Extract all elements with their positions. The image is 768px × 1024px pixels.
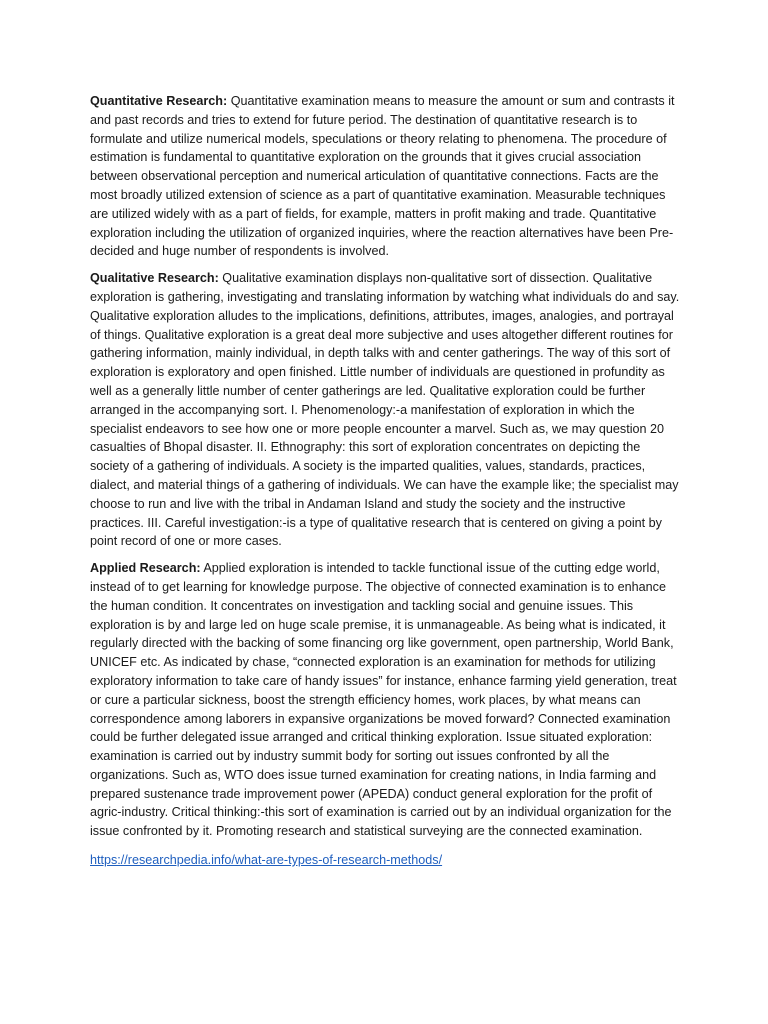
qualitative-research-paragraph bbox=[90, 269, 682, 551]
quantitative-research-body: Quantitative examination means to measure the amount or sum and contrasts it and past records and tries to extend for future period. The destination of quantitative research is to formulate and utilize numerical models, speculations or theory relating to phenomena. The procedure of estimation is fundamental to quantitative exploration on the grounds that it gives crucial association between observational perception and numerical articulation of quantitative connections. Facts are the most broadly utilized extension of science as a part of quantitative examination. Measurable techniques are utilized widely with as a part of fields, for example, matters in profit making and trade. Quantitative exploration including the utilization of organized inquiries, where the reaction alternatives have been Pre-decided and huge number of respondents is involved. bbox=[90, 94, 675, 259]
qualitative-research-heading: Qualitative Research: bbox=[90, 271, 219, 286]
applied-research-paragraph bbox=[90, 559, 682, 841]
applied-research-heading: Applied Research: bbox=[90, 561, 201, 576]
document-page bbox=[90, 92, 682, 870]
quantitative-research-heading: Quantitative Research: bbox=[90, 94, 228, 108]
applied-research-body: Applied exploration is intended to tackle functional issue of the cutting edge world, instead of to get learning for knowledge purpose. The objective of connected examination is to enhance the human condition. It concentrates on investigation and tackling social and genuine issues. This exploration is by and large led on huge scale premise, it is unmanageable. As being what is indicated, it regularly directed with the backing of some financing org like government, open partnership, World Bank, UNICEF etc. As indicated by chase, “connected exploration is an examination for methods for utilizing exploratory information to take care of handy issues” for instance, enhance farming yield generation, treat or cure a particular sickness, boost the strength efficiency homes, work places, by what means can correspondence among laborers in expansive organizations be moved forward? Connected examination could be further delegated issue arranged and critical thinking exploration. Issue situated exploration: examination is carried out by industry summit body for sorting out issues confronted by all the organizations. Such as, WTO does issue turned examination for creating nations, in India farming and prepared sustenance trade improvement power (APEDA) conduct general exploration for the profit of agric-industry. Critical thinking:-this sort of examination is carried out by an individual organization for the issue confronted by it. Promoting research and statistical surveying are the connected examination. bbox=[90, 561, 677, 839]
quantitative-research-paragraph bbox=[90, 92, 682, 261]
source-link[interactable]: https://researchpedia.info/what-are-types-of-research-methods/ bbox=[90, 853, 443, 868]
qualitative-research-body: Qualitative examination displays non-qualitative sort of dissection. Qualitative exploration is gathering, investigating and translating information by watching what individuals do and say. Qualitative exploration alludes to the implications, definitions, attributes, images, analogies, and portrayal of things. Qualitative exploration is a great deal more subjective and uses altogether different routines for gathering information, mainly individual, in depth talks with and center gatherings. The way of this sort of exploration is exploratory and open finished. Little number of individuals are questioned in profundity as well as a generally little number of center gatherings are led. Qualitative exploration could be further arranged in the accompanying sort. I. Phenomenology:-a manifestation of exploration in which the specialist endeavors to see how one or more people encounter a marvel. Such as, we may question 20 casualties of Bhopal disaster. II. Ethnography: this sort of exploration concentrates on depicting the society of a gathering of individuals. A society is the imparted qualities, values, standards, practices, dialect, and material things of a gathering of individuals. We can have the example like; the specialist may choose to run and live with the tribal in Andaman Island and study the society and the instructive practices. III. Careful investigation:-is a type of qualitative research that is centered on giving a point by point record of one or more cases. bbox=[90, 271, 680, 549]
